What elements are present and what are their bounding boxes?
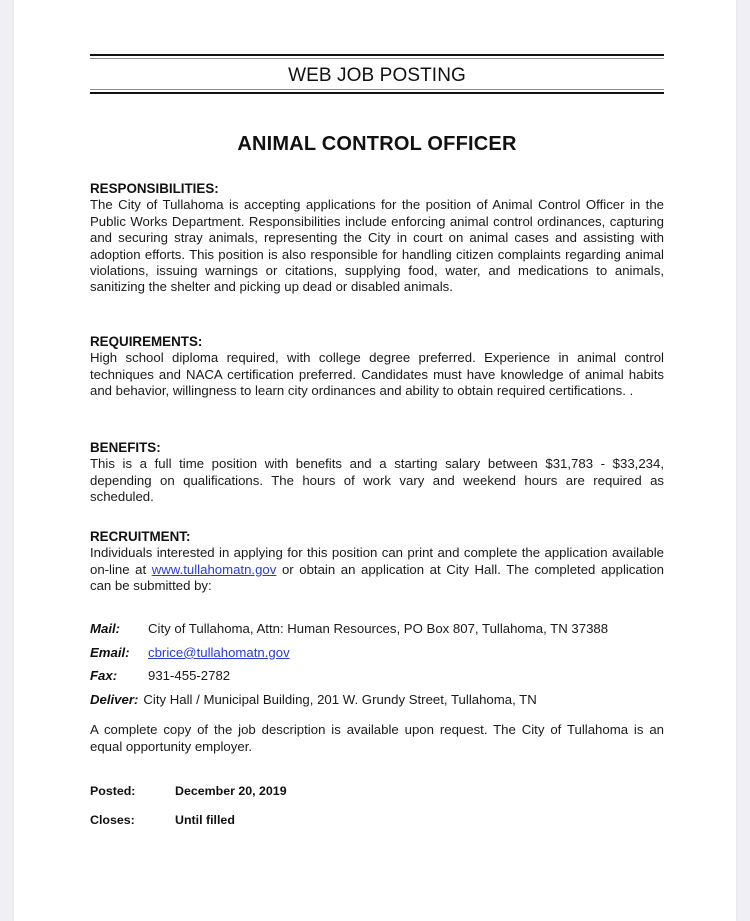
recruitment-heading: RECRUITMENT: xyxy=(90,529,191,544)
recruitment-body xyxy=(90,545,664,594)
fax-label: Fax: xyxy=(90,668,118,684)
header-block xyxy=(90,54,664,94)
website-link[interactable]: www.tullahomatn.gov xyxy=(151,561,277,577)
header-bottom-thick-rule xyxy=(90,92,664,94)
posted-label: Posted: xyxy=(90,784,136,798)
responsibilities-heading: RESPONSIBILITIES: xyxy=(90,181,219,196)
closes-value: Until filled xyxy=(175,813,235,827)
recruitment-text-before-link: Individuals interested in applying for this position can print and complete the application available on-line at xyxy=(90,545,664,577)
email-label: Email: xyxy=(90,644,130,660)
posting-type-label: WEB JOB POSTING xyxy=(288,65,466,86)
posted-date: December 20, 2019 xyxy=(175,784,287,798)
requirements-body: High school diploma required, with college degree preferred. Experience in animal control techniques and NACA certification preferred. Candidates must have knowledge of animal habits and behavior, willingness to learn city ordinances and ability to obtain required certifications. . xyxy=(90,350,664,399)
job-title: ANIMAL CONTROL OFFICER xyxy=(237,133,517,155)
contact-row-deliver xyxy=(90,688,664,712)
mail-label: Mail: xyxy=(90,621,121,637)
contact-row-mail xyxy=(90,617,664,641)
closing-statement: A complete copy of the job description is available upon request. The City of Tullahoma is an equal opportunity employer. xyxy=(90,722,664,754)
mail-address: City of Tullahoma, Attn: Human Resources, PO Box 807, Tullahoma, TN 37388 xyxy=(148,621,609,637)
benefits-body: This is a full time position with benefits and a starting salary between $31,783 - $33,234, depending on qualifications. The hours of work vary and weekend hours are required as scheduled. xyxy=(90,456,664,505)
fax-number: 931-455-2782 xyxy=(148,668,231,684)
contact-row-fax xyxy=(90,664,664,688)
benefits-section xyxy=(90,440,664,506)
recruitment-section xyxy=(90,529,664,595)
requirements-section xyxy=(90,334,664,400)
closes-row xyxy=(90,813,664,827)
benefits-heading: BENEFITS: xyxy=(90,440,161,455)
document-page xyxy=(14,0,736,921)
recruitment-text-after-link: or obtain an application at City Hall. The completed application can be submitted by: xyxy=(90,561,664,594)
requirements-heading: REQUIREMENTS: xyxy=(90,334,203,349)
closes-label: Closes: xyxy=(90,813,135,827)
deliver-label: Deliver: xyxy=(90,691,139,707)
contact-row-email xyxy=(90,641,664,665)
posted-row xyxy=(90,784,664,798)
submission-methods-list xyxy=(90,617,664,711)
deliver-address: City Hall / Municipal Building, 201 W. Grundy Street, Tullahoma, TN xyxy=(143,691,537,707)
responsibilities-body: The City of Tullahoma is accepting applications for the position of Animal Control Officer in the Public Works Department. Responsibilities include enforcing animal control ordinances, capturing and securing stray animals, representing the City in court on animal cases and assisting with adoption efforts. This position is also responsible for handling citizen complaints regarding animal violations, issuing warnings or citations, supplying food, water, and medications to animals, sanitizing the shelter and picking up dead or disabled animals. xyxy=(90,197,664,295)
email-link[interactable]: cbrice@tullahomatn.gov xyxy=(148,644,290,660)
responsibilities-section xyxy=(90,181,664,296)
